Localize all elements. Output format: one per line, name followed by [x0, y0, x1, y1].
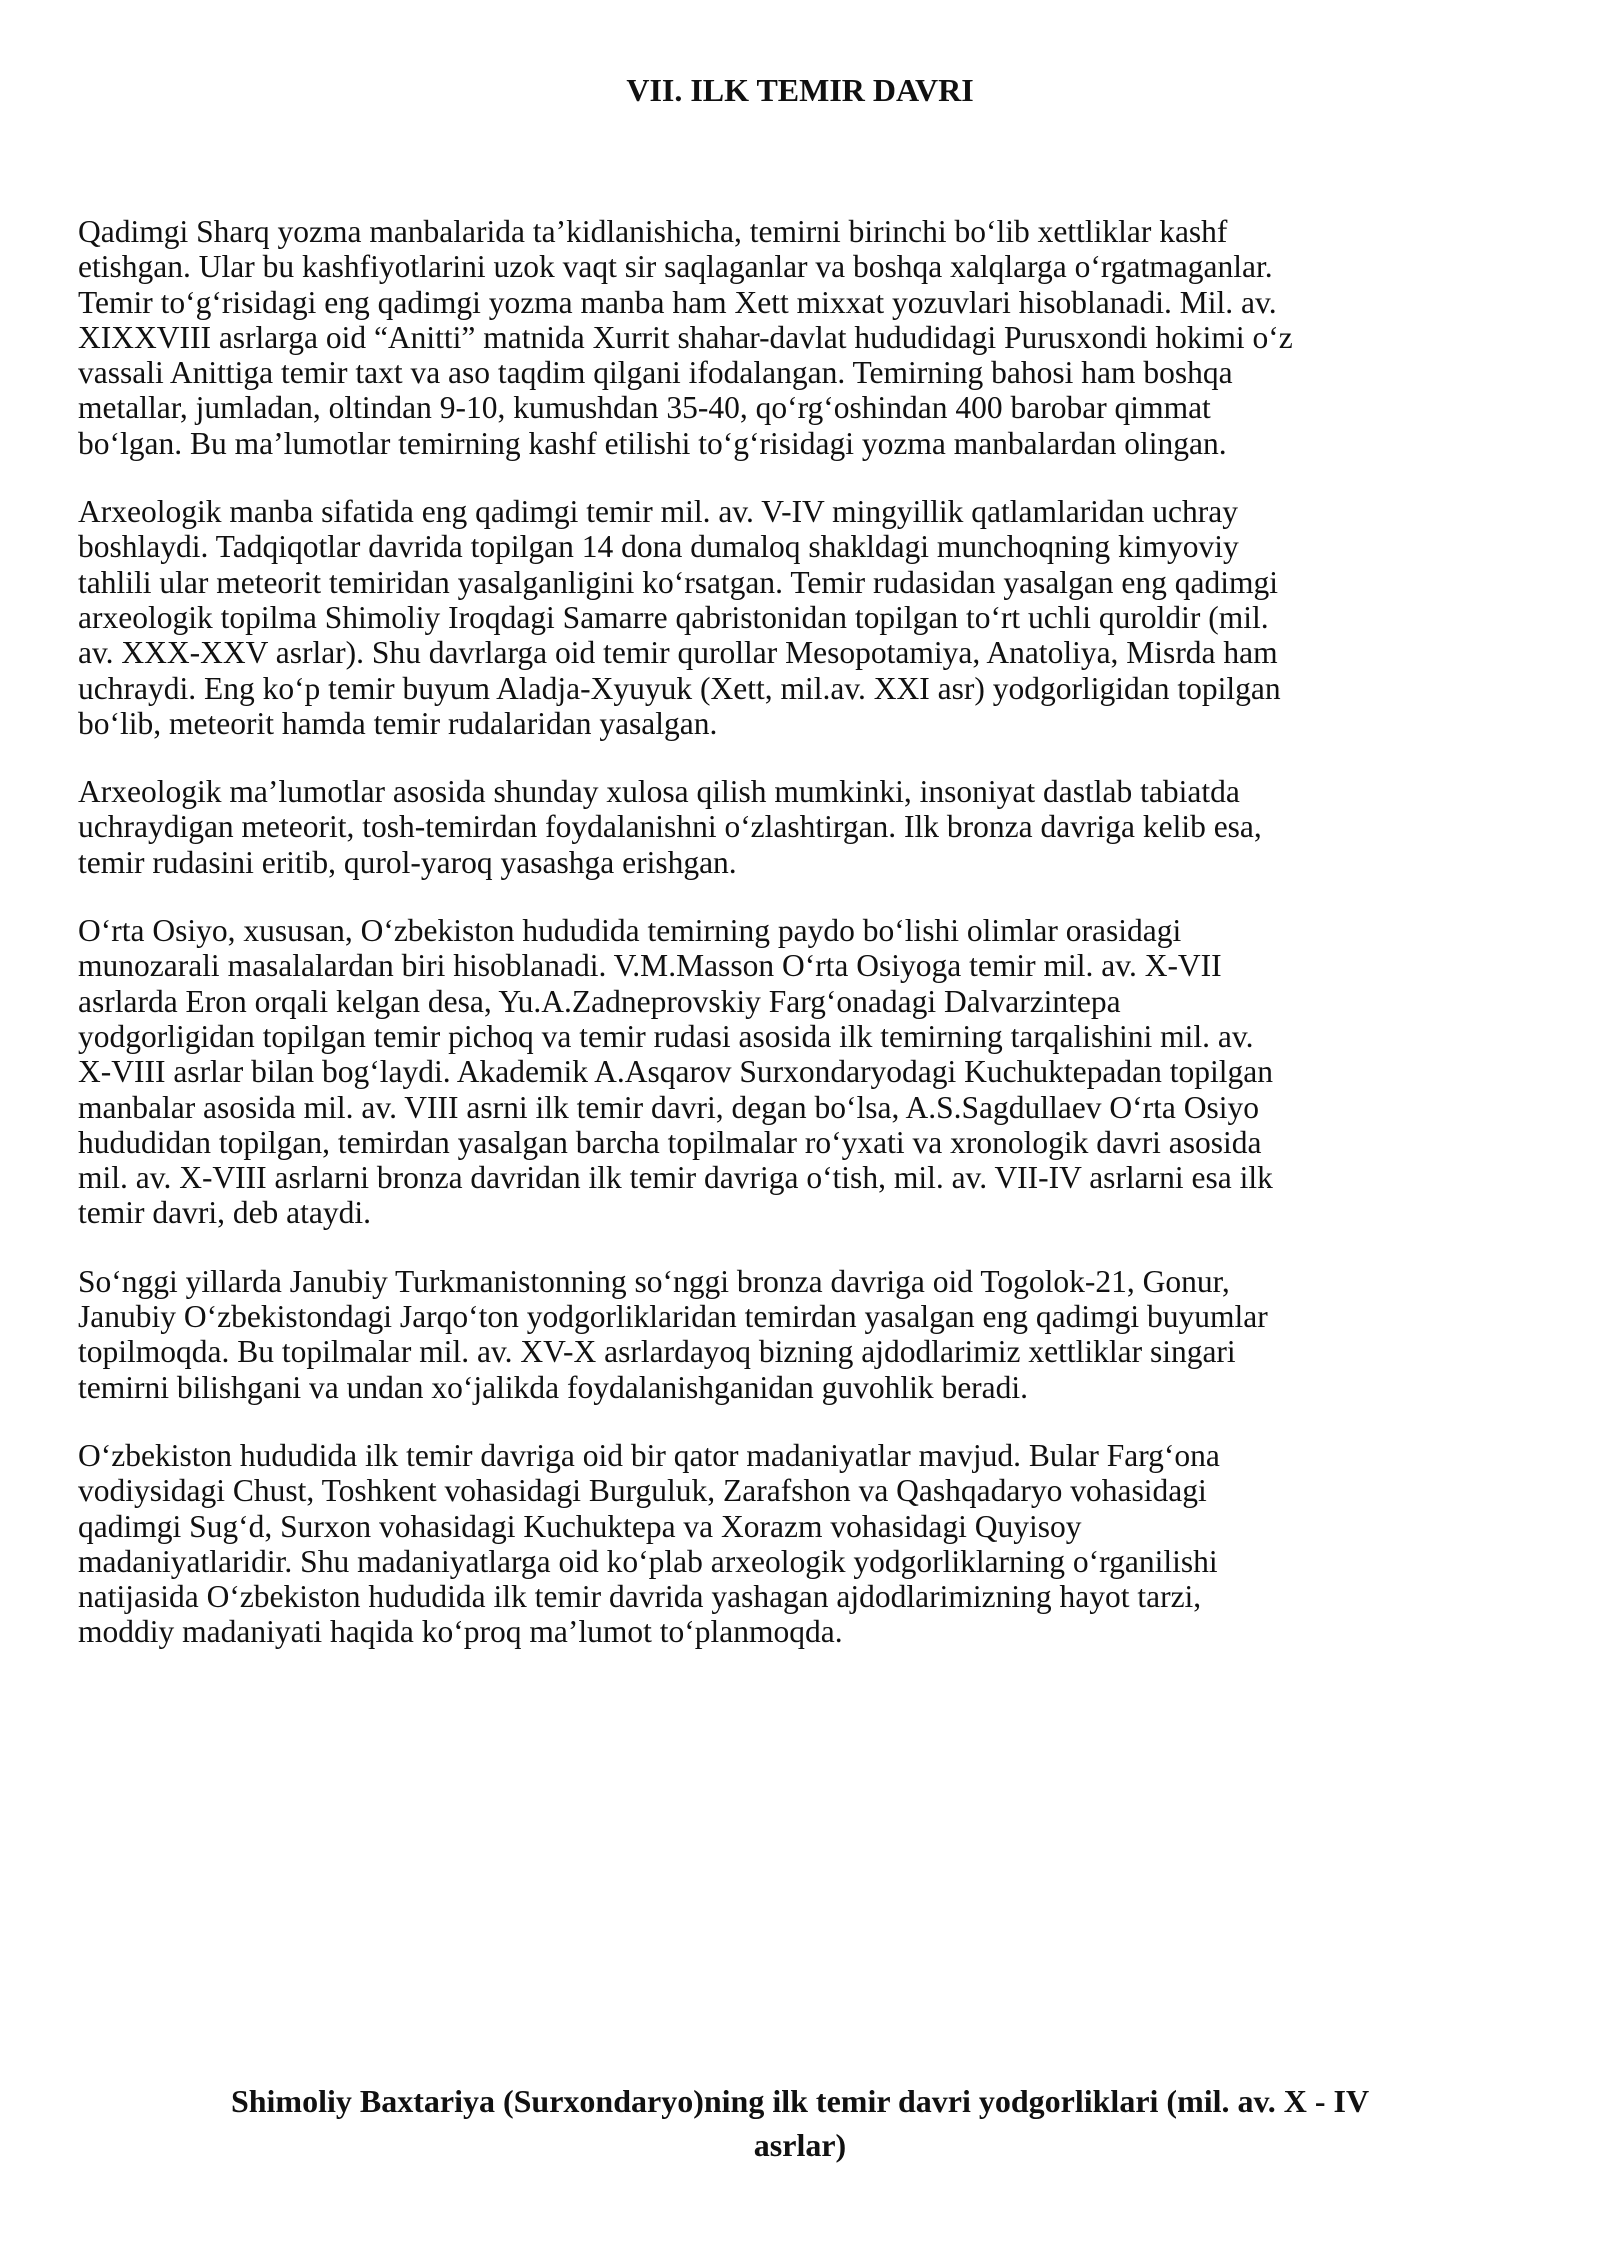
- text-line: av. XXX-XXV asrlar). Shu davrlarga oid temir qurollar Mesopotamiya, Anatoliya, Misrda ham: [78, 635, 1278, 671]
- text-line: O‘rta Osiyo, xususan, O‘zbekiston hududida temirning paydo bo‘lishi olimlar orasidagi: [78, 913, 1182, 949]
- text-line: etishgan. Ular bu kashfiyotlarini uzok vaqt sir saqlaganlar va boshqa xalqlarga o‘rgatmaganlar.: [78, 249, 1273, 285]
- text-line: qadimgi Sug‘d, Surxon vohasidagi Kuchuktepa va Xorazm vohasidagi Quyisoy: [78, 1508, 1082, 1544]
- text-line: Temir to‘g‘risidagi eng qadimgi yozma manba ham Xett mixxat yozuvlari hisoblanadi. Mil. av.: [78, 284, 1277, 320]
- text-line: metallar, jumladan, oltindan 9-10, kumushdan 35-40, qo‘rg‘oshindan 400 barobar qimmat: [78, 390, 1211, 426]
- text-line: vassali Anittiga temir taxt va aso taqdim qilgani ifodalangan. Temirning bahosi ham boshqa: [78, 355, 1233, 391]
- text-line: tahlili ular meteorit temiridan yasalganligini ko‘rsatgan. Temir rudasidan yasalgan eng qadimgi: [78, 564, 1278, 600]
- text-line: Janubiy O‘zbekistondagi Jarqo‘ton yodgorliklaridan temirdan yasalgan eng qadimgi buyumlar: [78, 1299, 1268, 1335]
- text-line: Arxeologik ma’lumotlar asosida shunday xulosa qilish mumkinki, insoniyat dastlab tabiatda: [78, 774, 1240, 810]
- text-line: O‘zbekiston hududida ilk temir davriga oid bir qator madaniyatlar mavjud. Bular Farg‘ona: [78, 1437, 1220, 1473]
- text-line: temir davri, deb ataydi.: [78, 1195, 372, 1231]
- text-line: temir rudasini eritib, qurol-yaroq yasashga erishgan.: [78, 844, 737, 880]
- text-line: bo‘lgan. Bu ma’lumotlar temirning kashf etilishi to‘g‘risidagi yozma manbalardan olingan.: [78, 425, 1227, 461]
- paragraph: [78, 1438, 1548, 1650]
- text-line: temirni bilishgani va undan xo‘jalikda foydalanishganidan guvohlik beradi.: [78, 1369, 1029, 1405]
- text-line: uchraydi. Eng ko‘p temir buyum Aladja-Xyuyuk (Xett, mil.av. XXI asr) yodgorligidan topilgan: [78, 670, 1281, 706]
- paragraph: [78, 494, 1548, 741]
- text-line: manbalar asosida mil. av. VIII asrni ilk temir davri, degan bo‘lsa, A.S.Sagdullaev O‘rta Osiyo: [78, 1089, 1259, 1125]
- paragraph: [78, 1264, 1548, 1405]
- text-line: moddiy madaniyati haqida ko‘proq ma’lumot to‘planmoqda.: [78, 1614, 843, 1650]
- text-line: uchraydigan meteorit, tosh-temirdan foydalanishni o‘zlashtirgan. Ilk bronza davriga kelib esa,: [78, 809, 1262, 845]
- text-line: yodgorligidan topilgan temir pichoq va temir rudasi asosida ilk temirning tarqalishini mil. av.: [78, 1018, 1254, 1054]
- paragraph: [78, 214, 1548, 461]
- text-line: bo‘lib, meteorit hamda temir rudalaridan yasalgan.: [78, 705, 718, 741]
- text-line: XIXXVIII asrlarga oid “Anitti” matnida Xurrit shahar-davlat hududidagi Purusxondi hokimi o‘z: [78, 319, 1293, 355]
- text-line: vodiysidagi Chust, Toshkent vohasidagi Burguluk, Zarafshon va Qashqadaryo vohasidagi: [78, 1473, 1207, 1509]
- text-line: munozarali masalalardan biri hisoblanadi. V.M.Masson O‘rta Osiyoga temir mil. av. X-VII: [78, 948, 1222, 984]
- text-line: boshlaydi. Tadqiqotlar davrida topilgan 14 dona dumaloq shakldagi munchoqning kimyoviy: [78, 529, 1239, 565]
- paragraph: [78, 774, 1548, 880]
- text-line: topilmoqda. Bu topilmalar mil. av. XV-X asrlardayoq bizning ajdodlarimiz xettliklar singari: [78, 1334, 1236, 1370]
- text-line: arxeologik topilma Shimoliy Iroqdagi Samarre qabristonidan topilgan to‘rt uchli quroldir (mil.: [78, 599, 1269, 635]
- body-text: [78, 214, 1548, 1683]
- chapter-title: VII. ILK TEMIR DAVRI: [626, 72, 974, 108]
- text-line: hududidan topilgan, temirdan yasalgan barcha topilmalar ro‘yxati va xronologik davri asosida: [78, 1124, 1262, 1160]
- text-line: asrlarda Eron orqali kelgan desa, Yu.A.Zadneprovskiy Farg‘onadagi Dalvarzintepa: [78, 983, 1121, 1019]
- text-line: Arxeologik manba sifatida eng qadimgi temir mil. av. V-IV mingyillik qatlamlaridan uchray: [78, 494, 1238, 530]
- text-line: Qadimgi Sharq yozma manbalarida ta’kidlanishicha, temirni birinchi bo‘lib xettliklar kashf: [78, 214, 1228, 249]
- text-line: mil. av. X-VIII asrlarni bronza davridan ilk temir davriga o‘tish, mil. av. VII-IV asrlarni esa ilk: [78, 1160, 1273, 1196]
- section-heading-line: asrlar): [753, 2127, 847, 2163]
- text-line: X-VIII asrlar bilan bog‘laydi. Akademik A.Asqarov Surxondaryodagi Kuchuktepadan topilgan: [78, 1054, 1273, 1090]
- text-line: So‘nggi yillarda Janubiy Turkmanistonning so‘nggi bronza davriga oid Togolok-21, Gonur,: [78, 1263, 1230, 1299]
- section-heading-line: Shimoliy Baxtariya (Surxondaryo)ning ilk temir davri yodgorliklari (mil. av. X - IV: [230, 2083, 1370, 2119]
- paragraph: [78, 913, 1548, 1231]
- text-line: natijasida O‘zbekiston hududida ilk temir davrida yashagan ajdodlarimizning hayot tarzi,: [78, 1579, 1202, 1615]
- section-heading: [100, 2079, 1500, 2167]
- text-line: madaniyatlaridir. Shu madaniyatlarga oid ko‘plab arxeologik yodgorliklarning o‘rganilishi: [78, 1543, 1218, 1579]
